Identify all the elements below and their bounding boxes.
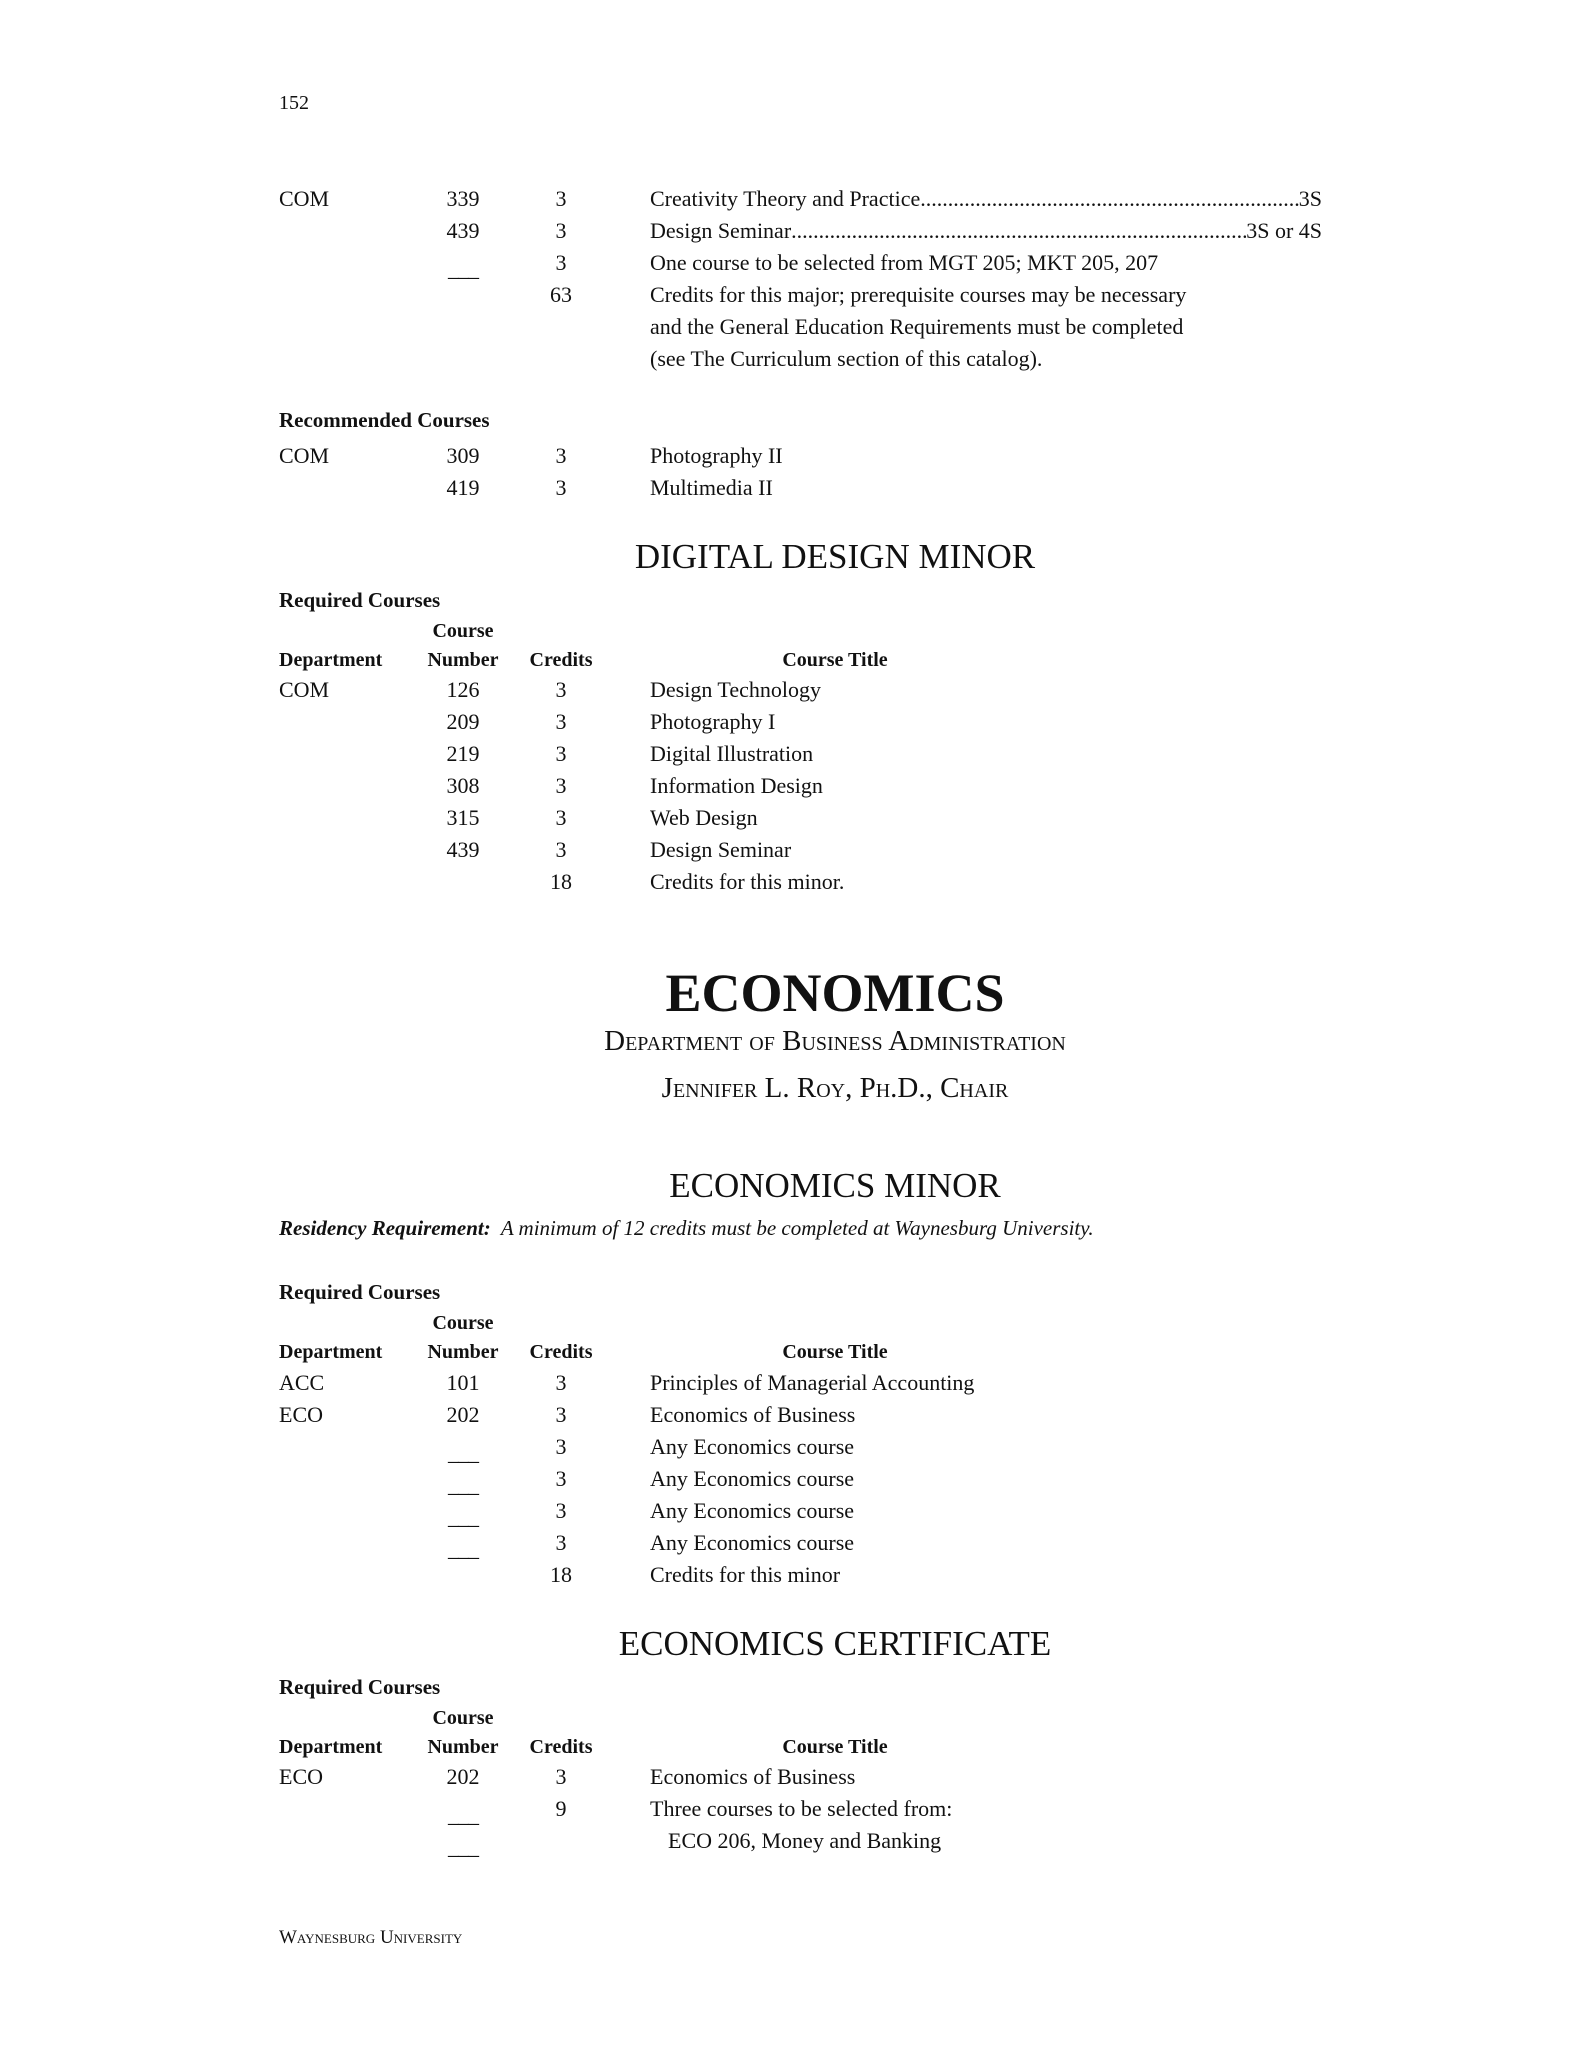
table-row xyxy=(0,279,1583,311)
dot-leader xyxy=(920,183,1299,215)
residency-label: Residency Requirement: xyxy=(279,1216,491,1240)
required-heading: Required Courses xyxy=(279,1675,441,1699)
department-cell: COM xyxy=(279,186,330,211)
course-title: Any Economics course xyxy=(650,1466,855,1491)
course-title: Design Seminar xyxy=(650,218,792,243)
course-title: Economics of Business xyxy=(650,1764,856,1789)
credits-cell: 9 xyxy=(555,1796,567,1821)
course-title: (see The Curriculum section of this catalog). xyxy=(650,346,1043,371)
course-number-cell: 308 xyxy=(446,773,480,798)
course-number-cell: 309 xyxy=(446,443,480,468)
course-number-blank: ___ xyxy=(448,1536,478,1561)
economics-minor-table xyxy=(0,1367,1583,1591)
course-title: Principles of Managerial Accounting xyxy=(650,1370,975,1395)
recommended-table xyxy=(0,440,1583,504)
department-cell: ECO xyxy=(279,1402,323,1427)
table-row xyxy=(0,440,1583,472)
residency-text: A minimum of 12 credits must be completed at Waynesburg University. xyxy=(500,1216,1094,1240)
header-credits: Credits xyxy=(529,1736,593,1758)
course-title: Any Economics course xyxy=(650,1434,855,1459)
course-number-cell: 419 xyxy=(446,475,480,500)
table-row xyxy=(0,343,1583,375)
course-title: One course to be selected from MGT 205; MKT 205, 207 xyxy=(650,250,1159,275)
chair-name: Jennifer L. Roy, Ph.D., Chair xyxy=(661,1072,1009,1104)
economics-certificate-title: ECONOMICS CERTIFICATE xyxy=(618,1624,1052,1663)
table-row xyxy=(0,1793,1583,1825)
residency-requirement xyxy=(279,1216,1094,1241)
course-number-cell: 315 xyxy=(446,805,480,830)
table-row xyxy=(0,1527,1583,1559)
footer-university: Waynesburg University xyxy=(279,1927,463,1948)
credits-cell: 3 xyxy=(555,1466,567,1491)
course-number-cell: 439 xyxy=(446,218,480,243)
course-number-cell: 439 xyxy=(446,837,480,862)
credits-cell: 3 xyxy=(555,1370,567,1395)
course-title: Information Design xyxy=(650,773,823,798)
recommended-heading: Recommended Courses xyxy=(279,408,490,432)
department-cell: COM xyxy=(279,677,330,702)
course-title: Photography I xyxy=(650,709,776,734)
header-row-2 xyxy=(0,646,1583,675)
header-credits: Credits xyxy=(529,649,593,671)
table-row xyxy=(0,1761,1583,1793)
column-headers xyxy=(0,617,1583,675)
credits-cell: 3 xyxy=(555,1764,567,1789)
table-row xyxy=(0,1367,1583,1399)
table-row xyxy=(0,1495,1583,1527)
header-row-1 xyxy=(0,617,1583,646)
header-row-1 xyxy=(0,1309,1583,1338)
header-department: Department xyxy=(279,1736,383,1758)
credits-cell: 3 xyxy=(555,805,567,830)
course-title: ECO 206, Money and Banking xyxy=(668,1828,942,1853)
header-course-title: Course Title xyxy=(782,1341,888,1363)
course-session: 3S or 4S xyxy=(1246,218,1322,243)
table-row xyxy=(0,866,1583,898)
header-course-title: Course Title xyxy=(782,649,888,671)
major-tail-table xyxy=(0,183,1583,375)
header-course: Course xyxy=(432,1312,494,1334)
course-title: Credits for this major; prerequisite courses may be necessary xyxy=(650,282,1187,307)
required-heading: Required Courses xyxy=(279,1280,441,1304)
table-row xyxy=(0,311,1583,343)
course-number-cell: 219 xyxy=(446,741,480,766)
required-heading: Required Courses xyxy=(279,588,441,612)
credits-cell: 3 xyxy=(555,773,567,798)
course-title: Three courses to be selected from: xyxy=(650,1796,953,1821)
course-number-blank: ___ xyxy=(448,1834,478,1859)
course-title: Economics of Business xyxy=(650,1402,856,1427)
table-row xyxy=(0,738,1583,770)
economics-minor-title: ECONOMICS MINOR xyxy=(669,1166,1001,1205)
credits-cell: 3 xyxy=(555,677,567,702)
header-number: Number xyxy=(427,1341,499,1363)
header-row-2 xyxy=(0,1338,1583,1367)
course-title: Web Design xyxy=(650,805,758,830)
course-number-blank: ___ xyxy=(448,1504,478,1529)
course-number-blank: ___ xyxy=(448,1440,478,1465)
table-row xyxy=(0,674,1583,706)
department-cell: ECO xyxy=(279,1764,323,1789)
table-row xyxy=(0,1431,1583,1463)
course-title: Credits for this minor. xyxy=(650,869,845,894)
table-row xyxy=(0,1399,1583,1431)
table-row xyxy=(0,770,1583,802)
table-row xyxy=(0,706,1583,738)
economics-title: ECONOMICS xyxy=(665,963,1005,1023)
department-name: Department of Business Administration xyxy=(604,1025,1066,1057)
course-number-cell: 202 xyxy=(446,1402,480,1427)
course-title: Design Seminar xyxy=(650,837,792,862)
dot-leader xyxy=(791,215,1246,247)
course-session: 3S xyxy=(1298,186,1322,211)
credits-cell: 63 xyxy=(550,282,572,307)
course-title: Design Technology xyxy=(650,677,821,702)
credits-cell: 3 xyxy=(555,186,567,211)
department-cell: COM xyxy=(279,443,330,468)
credits-cell: 3 xyxy=(555,443,567,468)
credits-cell: 3 xyxy=(555,250,567,275)
credits-cell: 18 xyxy=(550,1562,572,1587)
header-row-2 xyxy=(0,1733,1583,1762)
course-number-cell: 202 xyxy=(446,1764,480,1789)
header-row-1 xyxy=(0,1704,1583,1733)
course-title: Multimedia II xyxy=(650,475,773,500)
credits-cell: 3 xyxy=(555,741,567,766)
page-number: 152 xyxy=(279,92,309,114)
course-title: Credits for this minor xyxy=(650,1562,841,1587)
digital-design-minor-title: DIGITAL DESIGN MINOR xyxy=(634,537,1036,576)
table-row xyxy=(0,1825,1583,1857)
header-credits: Credits xyxy=(529,1341,593,1363)
course-number-cell: 339 xyxy=(446,186,480,211)
credits-cell: 3 xyxy=(555,1402,567,1427)
header-department: Department xyxy=(279,1341,383,1363)
course-number-cell: 209 xyxy=(446,709,480,734)
table-row xyxy=(0,215,1583,247)
course-title: Digital Illustration xyxy=(650,741,814,766)
credits-cell: 3 xyxy=(555,709,567,734)
economics-certificate-table xyxy=(0,1761,1583,1857)
credits-cell: 3 xyxy=(555,1498,567,1523)
course-number-blank: ___ xyxy=(448,256,478,281)
table-row xyxy=(0,1559,1583,1591)
credits-cell: 3 xyxy=(555,218,567,243)
credits-cell: 3 xyxy=(555,1434,567,1459)
table-row xyxy=(0,1463,1583,1495)
table-row xyxy=(0,183,1583,215)
credits-cell: 3 xyxy=(555,475,567,500)
header-number: Number xyxy=(427,1736,499,1758)
table-row xyxy=(0,472,1583,504)
table-row xyxy=(0,802,1583,834)
course-title: Creativity Theory and Practice xyxy=(650,186,921,211)
course-title: and the General Education Requirements must be completed xyxy=(650,314,1184,339)
header-course: Course xyxy=(432,1707,494,1729)
digital-design-table xyxy=(0,674,1583,898)
header-number: Number xyxy=(427,649,499,671)
header-course-title: Course Title xyxy=(782,1736,888,1758)
credits-cell: 18 xyxy=(550,869,572,894)
course-title: Any Economics course xyxy=(650,1530,855,1555)
header-course: Course xyxy=(432,620,494,642)
course-number-blank: ___ xyxy=(448,1472,478,1497)
table-row xyxy=(0,247,1583,279)
column-headers xyxy=(0,1704,1583,1762)
course-number-cell: 126 xyxy=(446,677,480,702)
course-title-with-leader xyxy=(650,183,1322,215)
table-row xyxy=(0,834,1583,866)
column-headers xyxy=(0,1309,1583,1367)
header-department: Department xyxy=(279,649,383,671)
credits-cell: 3 xyxy=(555,837,567,862)
credits-cell: 3 xyxy=(555,1530,567,1555)
course-title-with-leader xyxy=(650,215,1322,247)
course-title: Any Economics course xyxy=(650,1498,855,1523)
department-cell: ACC xyxy=(279,1370,325,1395)
course-number-blank: ___ xyxy=(448,1802,478,1827)
course-title: Photography II xyxy=(650,443,783,468)
course-number-cell: 101 xyxy=(446,1370,480,1395)
